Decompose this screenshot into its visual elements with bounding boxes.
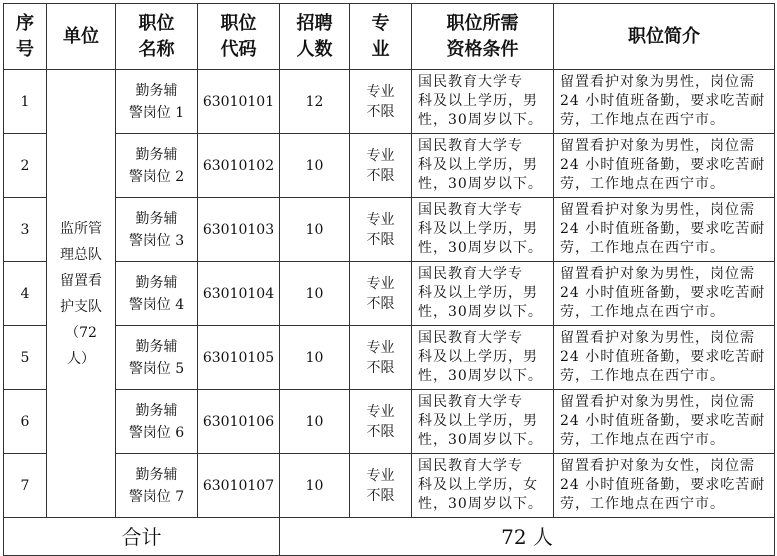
cell-recruit-count: 12: [280, 70, 350, 134]
cell-seq: 2: [4, 134, 47, 198]
table-row: [4, 70, 775, 134]
cell-requirements: 国民教育大学专 科及以上学历，男 性，30周岁以下。: [412, 134, 554, 198]
table-row: [4, 326, 775, 390]
header-requirements: 职位所需 资格条件: [412, 4, 554, 70]
cell-recruit-count: 10: [280, 262, 350, 326]
table-row: [4, 262, 775, 326]
header-major: 专 业: [350, 4, 412, 70]
table-row: [4, 134, 775, 198]
cell-major: 专业 不限: [350, 454, 412, 518]
cell-description: 留置看护对象为女性，岗位需 24 小时值班备勤，要求吃苦耐 劳，工作地点在西宁市。: [554, 454, 775, 518]
header-recruit-count: 招聘 人数: [280, 4, 350, 70]
cell-recruit-count: 10: [280, 134, 350, 198]
cell-requirements: 国民教育大学专 科及以上学历，男 性，30周岁以下。: [412, 390, 554, 454]
cell-position-code: 63010103: [198, 198, 280, 262]
total-value: 72 人: [280, 518, 775, 556]
cell-seq: 6: [4, 390, 47, 454]
total-label: 合计: [4, 518, 280, 556]
cell-description: 留置看护对象为男性，岗位需 24 小时值班备勤，要求吃苦耐 劳，工作地点在西宁市。: [554, 326, 775, 390]
cell-major: 专业 不限: [350, 70, 412, 134]
cell-position-name: 勤务辅 警岗位 1: [116, 70, 198, 134]
header-position-code: 职位 代码: [198, 4, 280, 70]
header-description: 职位简介: [554, 4, 775, 70]
cell-position-code: 63010101: [198, 70, 280, 134]
cell-position-name: 勤务辅 警岗位 5: [116, 326, 198, 390]
cell-requirements: 国民教育大学专 科及以上学历，女 性，30周岁以下。: [412, 454, 554, 518]
cell-major: 专业 不限: [350, 390, 412, 454]
cell-requirements: 国民教育大学专 科及以上学历，男 性，30周岁以下。: [412, 326, 554, 390]
cell-major: 专业 不限: [350, 198, 412, 262]
cell-description: 留置看护对象为男性，岗位需 24 小时值班备勤，要求吃苦耐 劳，工作地点在西宁市。: [554, 70, 775, 134]
cell-seq: 3: [4, 198, 47, 262]
cell-position-name: 勤务辅 警岗位 7: [116, 454, 198, 518]
table-row: [4, 198, 775, 262]
cell-position-name: 勤务辅 警岗位 2: [116, 134, 198, 198]
cell-position-code: 63010107: [198, 454, 280, 518]
cell-position-code: 63010106: [198, 390, 280, 454]
cell-position-name: 勤务辅 警岗位 3: [116, 198, 198, 262]
cell-requirements: 国民教育大学专 科及以上学历，男 性，30周岁以下。: [412, 262, 554, 326]
table-row: [4, 390, 775, 454]
table-row: [4, 454, 775, 518]
cell-position-name: 勤务辅 警岗位 4: [116, 262, 198, 326]
header-row: [4, 4, 775, 70]
cell-position-name: 勤务辅 警岗位 6: [116, 390, 198, 454]
cell-position-code: 63010105: [198, 326, 280, 390]
total-row: [4, 518, 775, 556]
cell-seq: 7: [4, 454, 47, 518]
cell-requirements: 国民教育大学专 科及以上学历，男 性，30周岁以下。: [412, 70, 554, 134]
cell-recruit-count: 10: [280, 198, 350, 262]
cell-description: 留置看护对象为男性，岗位需 24 小时值班备勤，要求吃苦耐 劳，工作地点在西宁市。: [554, 134, 775, 198]
recruitment-table: [3, 3, 775, 556]
cell-description: 留置看护对象为男性，岗位需 24 小时值班备勤，要求吃苦耐 劳，工作地点在西宁市。: [554, 262, 775, 326]
header-position-name: 职位 名称: [116, 4, 198, 70]
cell-recruit-count: 10: [280, 454, 350, 518]
cell-major: 专业 不限: [350, 326, 412, 390]
cell-description: 留置看护对象为男性，岗位需 24 小时值班备勤，要求吃苦耐 劳，工作地点在西宁市。: [554, 390, 775, 454]
cell-recruit-count: 10: [280, 326, 350, 390]
cell-seq: 5: [4, 326, 47, 390]
header-unit: 单位: [47, 4, 116, 70]
header-seq: 序 号: [4, 4, 47, 70]
cell-seq: 4: [4, 262, 47, 326]
cell-major: 专业 不限: [350, 262, 412, 326]
cell-major: 专业 不限: [350, 134, 412, 198]
cell-description: 留置看护对象为男性，岗位需 24 小时值班备勤，要求吃苦耐 劳，工作地点在西宁市。: [554, 198, 775, 262]
cell-position-code: 63010102: [198, 134, 280, 198]
cell-position-code: 63010104: [198, 262, 280, 326]
cell-requirements: 国民教育大学专 科及以上学历，男 性，30周岁以下。: [412, 198, 554, 262]
cell-recruit-count: 10: [280, 390, 350, 454]
cell-seq: 1: [4, 70, 47, 134]
cell-unit: 监所管 理总队 留置看 护支队 （72 人）: [47, 70, 116, 518]
